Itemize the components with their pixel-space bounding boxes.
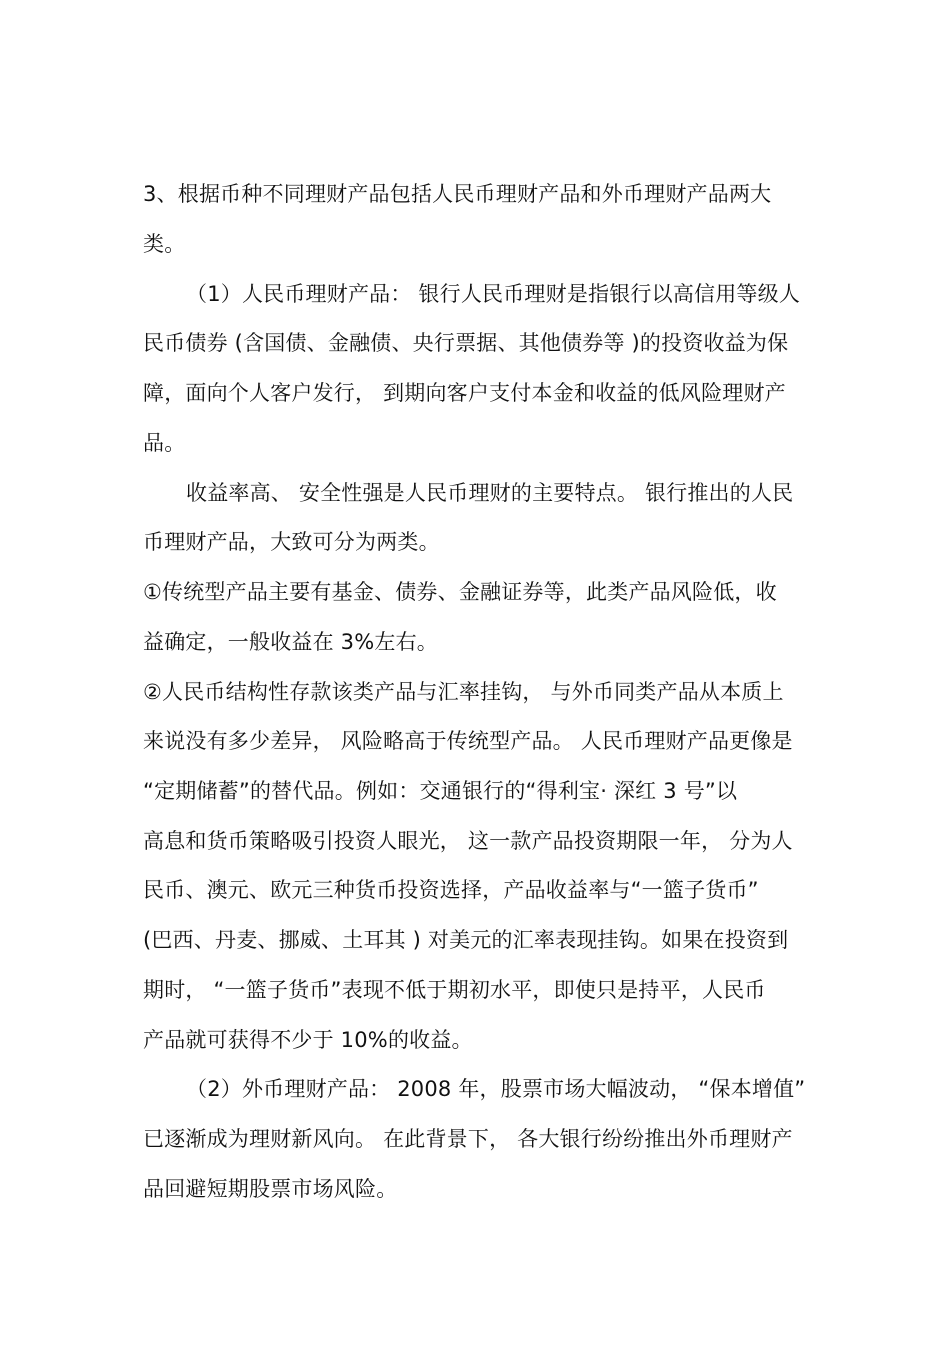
paragraph-line: 类。 <box>143 232 186 256</box>
paragraph-line: （1）人民币理财产品： 银行人民币理财是指银行以高信用等级人 <box>186 282 801 306</box>
paragraph-line: 益确定，一般收益在 3%左右。 <box>143 630 438 654</box>
paragraph-line: （2）外币理财产品： 2008 年，股票市场大幅波动， “保本增值” <box>186 1077 806 1101</box>
paragraph-line: “定期储蓄”的替代品。例如：交通银行的“得利宝· 深红 3 号”以 <box>143 779 738 803</box>
paragraph-line: 品。 <box>143 431 186 455</box>
paragraph-line: 民币债券 (含国债、金融债、央行票据、其他债券等 )的投资收益为保 <box>143 331 789 355</box>
paragraph-line: ②人民币结构性存款该类产品与汇率挂钩， 与外币同类产品从本质上 <box>143 680 784 704</box>
paragraph-line: 期时， “一篮子货币”表现不低于期初水平，即使只是持平，人民币 <box>143 978 766 1002</box>
paragraph-line: 障，面向个人客户发行， 到期向客户支付本金和收益的低风险理财产 <box>143 381 786 405</box>
paragraph-line: ①传统型产品主要有基金、债券、金融证券等，此类产品风险低，收 <box>143 580 777 604</box>
paragraph-line: (巴西、丹麦、挪威、土耳其 ) 对美元的汇率表现挂钩。如果在投资到 <box>143 928 789 952</box>
paragraph-line: 民币、澳元、欧元三种货币投资选择，产品收益率与“一篮子货币” <box>143 878 759 902</box>
paragraph-line: 已逐渐成为理财新风向。 在此背景下， 各大银行纷纷推出外币理财产 <box>143 1127 793 1151</box>
paragraph-line: 高息和货币策略吸引投资人眼光， 这一款产品投资期限一年， 分为人 <box>143 829 793 853</box>
paragraph-line: 来说没有多少差异， 风险略高于传统型产品。 人民币理财产品更像是 <box>143 729 793 753</box>
paragraph-line: 收益率高、 安全性强是人民币理财的主要特点。 银行推出的人民 <box>186 481 794 505</box>
paragraph-line: 品回避短期股票市场风险。 <box>143 1177 398 1201</box>
paragraph-line: 币理财产品，大致可分为两类。 <box>143 530 440 554</box>
paragraph-line: 产品就可获得不少于 10%的收益。 <box>143 1028 473 1052</box>
paragraph-line: 3、根据币种不同理财产品包括人民币理财产品和外币理财产品两大 <box>143 182 772 206</box>
